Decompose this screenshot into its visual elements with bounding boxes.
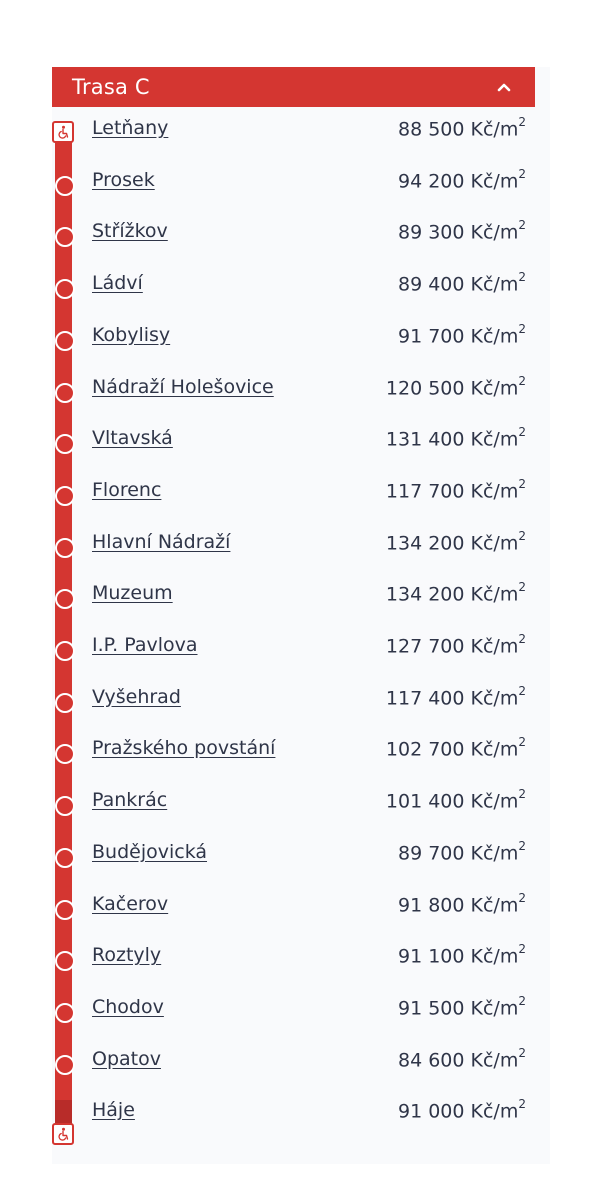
station-row: [52, 679, 536, 723]
station-dot: [55, 900, 75, 920]
station-row: [52, 782, 536, 826]
price-unit-power: 2: [518, 115, 526, 129]
price-unit-power: 2: [518, 1097, 526, 1112]
station-price: [386, 427, 526, 450]
station-link[interactable]: Háje: [92, 1099, 135, 1122]
station-price: [385, 528, 526, 554]
station-dot: [55, 486, 75, 506]
station-dot: [55, 331, 75, 351]
station-link[interactable]: Muzeum: [92, 582, 173, 605]
price-value: 89 700: [398, 842, 465, 865]
price-unit-power: 2: [518, 166, 526, 181]
station-row: [52, 730, 536, 774]
price-unit: Kč/m: [470, 376, 519, 399]
station-price: [386, 737, 526, 760]
station-dot: [55, 796, 75, 816]
price-value: 102 700: [385, 738, 465, 761]
price-value: 88 500: [398, 118, 465, 141]
price-unit-power: 2: [518, 425, 526, 440]
station-row: [52, 989, 536, 1033]
price-value: 117 700: [385, 480, 465, 503]
station-link[interactable]: Střížkov: [92, 220, 168, 243]
station-row: [52, 369, 536, 413]
station-price: [398, 1099, 526, 1122]
price-unit: Kč/m: [470, 221, 519, 244]
price-unit-power: 2: [518, 270, 526, 285]
station-price: [398, 890, 526, 916]
station-row: [52, 575, 536, 619]
price-unit-power: 2: [518, 373, 526, 388]
price-unit-power: 2: [518, 580, 526, 595]
price-unit-power: 2: [518, 787, 526, 802]
station-row: [52, 834, 536, 878]
price-value: 91 000: [398, 1100, 465, 1123]
price-value: 91 800: [398, 893, 465, 916]
station-dot: [55, 1055, 75, 1075]
station-row: [52, 162, 536, 206]
station-link[interactable]: Vltavská: [92, 427, 173, 450]
station-row: [52, 937, 536, 981]
station-row: [52, 1041, 536, 1085]
price-unit-power: 2: [518, 993, 526, 1008]
station-row: [52, 1092, 536, 1136]
station-dot: [55, 848, 75, 868]
price-value: 89 300: [398, 221, 465, 244]
station-price: [385, 683, 526, 710]
station-link[interactable]: Hlavní Nádraží: [92, 530, 231, 553]
price-value: 94 200: [398, 170, 465, 193]
price-unit-power: 2: [518, 942, 526, 957]
station-price: [398, 220, 526, 243]
station-link[interactable]: Roztyly: [92, 944, 162, 967]
price-unit-power: 2: [518, 838, 526, 853]
station-dot: [55, 641, 75, 661]
station-price: [386, 789, 526, 812]
station-price: [398, 117, 526, 140]
price-value: 134 200: [385, 531, 465, 554]
price-unit-power: 2: [518, 890, 526, 905]
price-unit-power: 2: [518, 1045, 526, 1060]
price-value: 91 500: [398, 997, 465, 1020]
price-unit: Kč/m: [470, 790, 519, 813]
station-link[interactable]: Vyšehrad: [92, 685, 181, 708]
price-value: 131 400: [385, 428, 465, 451]
station-dot: [55, 951, 75, 971]
price-unit: Kč/m: [470, 428, 519, 451]
station-row: [52, 886, 536, 930]
station-link[interactable]: Budějovická: [92, 840, 208, 863]
price-unit: Kč/m: [470, 1100, 519, 1123]
price-unit: Kč/m: [470, 635, 519, 658]
station-link[interactable]: Kačerov: [92, 892, 169, 915]
wheelchair-icon: [52, 1123, 74, 1145]
station-dot: [55, 538, 75, 558]
price-unit-power: 2: [518, 321, 526, 336]
station-dot: [55, 1003, 75, 1023]
station-price: [398, 166, 526, 193]
station-dot: [55, 383, 75, 403]
price-unit: Kč/m: [470, 118, 519, 141]
station-link[interactable]: Letňany: [92, 117, 169, 139]
price-unit: Kč/m: [470, 170, 519, 193]
station-row: [52, 110, 536, 154]
price-unit: Kč/m: [470, 687, 519, 710]
station-link[interactable]: Nádraží Holešovice: [92, 375, 274, 398]
station-dot: [55, 744, 75, 764]
station-link[interactable]: Prosek: [92, 168, 155, 191]
station-row: [52, 420, 536, 464]
station-price: [398, 944, 526, 967]
station-row: [52, 265, 536, 309]
price-unit-power: 2: [518, 528, 526, 543]
price-value: 127 700: [385, 635, 465, 658]
price-value: 120 500: [385, 376, 465, 399]
station-row: [52, 317, 536, 361]
chevron-up-icon[interactable]: [493, 76, 515, 98]
price-value: 91 700: [398, 325, 465, 348]
price-unit-power: 2: [518, 218, 526, 233]
price-unit: Kč/m: [470, 480, 519, 503]
station-dot: [55, 434, 75, 454]
price-unit: Kč/m: [470, 583, 519, 606]
station-dot: [55, 227, 75, 247]
station-row: [52, 627, 536, 671]
station-link[interactable]: Pražského povstání: [92, 737, 276, 760]
station-price: [386, 582, 526, 605]
price-unit-power: 2: [518, 476, 526, 491]
station-dot: [55, 279, 75, 299]
station-price: [385, 373, 526, 399]
station-dot: [55, 693, 75, 713]
station-price: [385, 476, 526, 503]
station-price: [398, 321, 526, 348]
station-link[interactable]: Pankrác: [92, 789, 168, 812]
price-unit: Kč/m: [470, 325, 519, 348]
price-unit-power: 2: [518, 735, 526, 750]
station-price: [398, 272, 526, 295]
route-title: Trasa C: [72, 75, 150, 99]
station-price: [398, 1045, 526, 1071]
price-unit: Kč/m: [470, 531, 519, 554]
station-dot: [55, 589, 75, 609]
station-link[interactable]: Chodov: [92, 995, 164, 1018]
price-unit: Kč/m: [470, 1048, 519, 1071]
price-unit: Kč/m: [470, 842, 519, 865]
station-link[interactable]: Opatov: [92, 1047, 161, 1070]
price-unit: Kč/m: [470, 273, 519, 296]
station-row: [52, 472, 536, 516]
station-link[interactable]: Florenc: [92, 478, 162, 501]
route-header[interactable]: [52, 67, 535, 107]
price-value: 84 600: [398, 1048, 465, 1071]
price-unit-power: 2: [518, 632, 526, 646]
price-unit: Kč/m: [470, 893, 519, 916]
station-price: [386, 634, 526, 657]
price-unit-power: 2: [518, 683, 526, 698]
station-link[interactable]: I.P. Pavlova: [92, 634, 198, 656]
station-row: [52, 213, 536, 257]
price-unit: Kč/m: [470, 738, 519, 761]
station-link[interactable]: Ládví: [92, 272, 143, 295]
price-unit: Kč/m: [470, 945, 519, 968]
price-unit: Kč/m: [470, 997, 519, 1020]
station-row: [52, 524, 536, 568]
price-value: 117 400: [385, 687, 465, 710]
station-price: [398, 993, 526, 1020]
price-value: 134 200: [385, 583, 465, 606]
station-dot: [55, 176, 75, 196]
price-value: 91 100: [398, 945, 465, 968]
wheelchair-icon: [52, 121, 74, 143]
station-link[interactable]: Kobylisy: [92, 323, 171, 346]
price-value: 89 400: [398, 273, 465, 296]
price-value: 101 400: [385, 790, 465, 813]
station-price: [398, 838, 526, 865]
